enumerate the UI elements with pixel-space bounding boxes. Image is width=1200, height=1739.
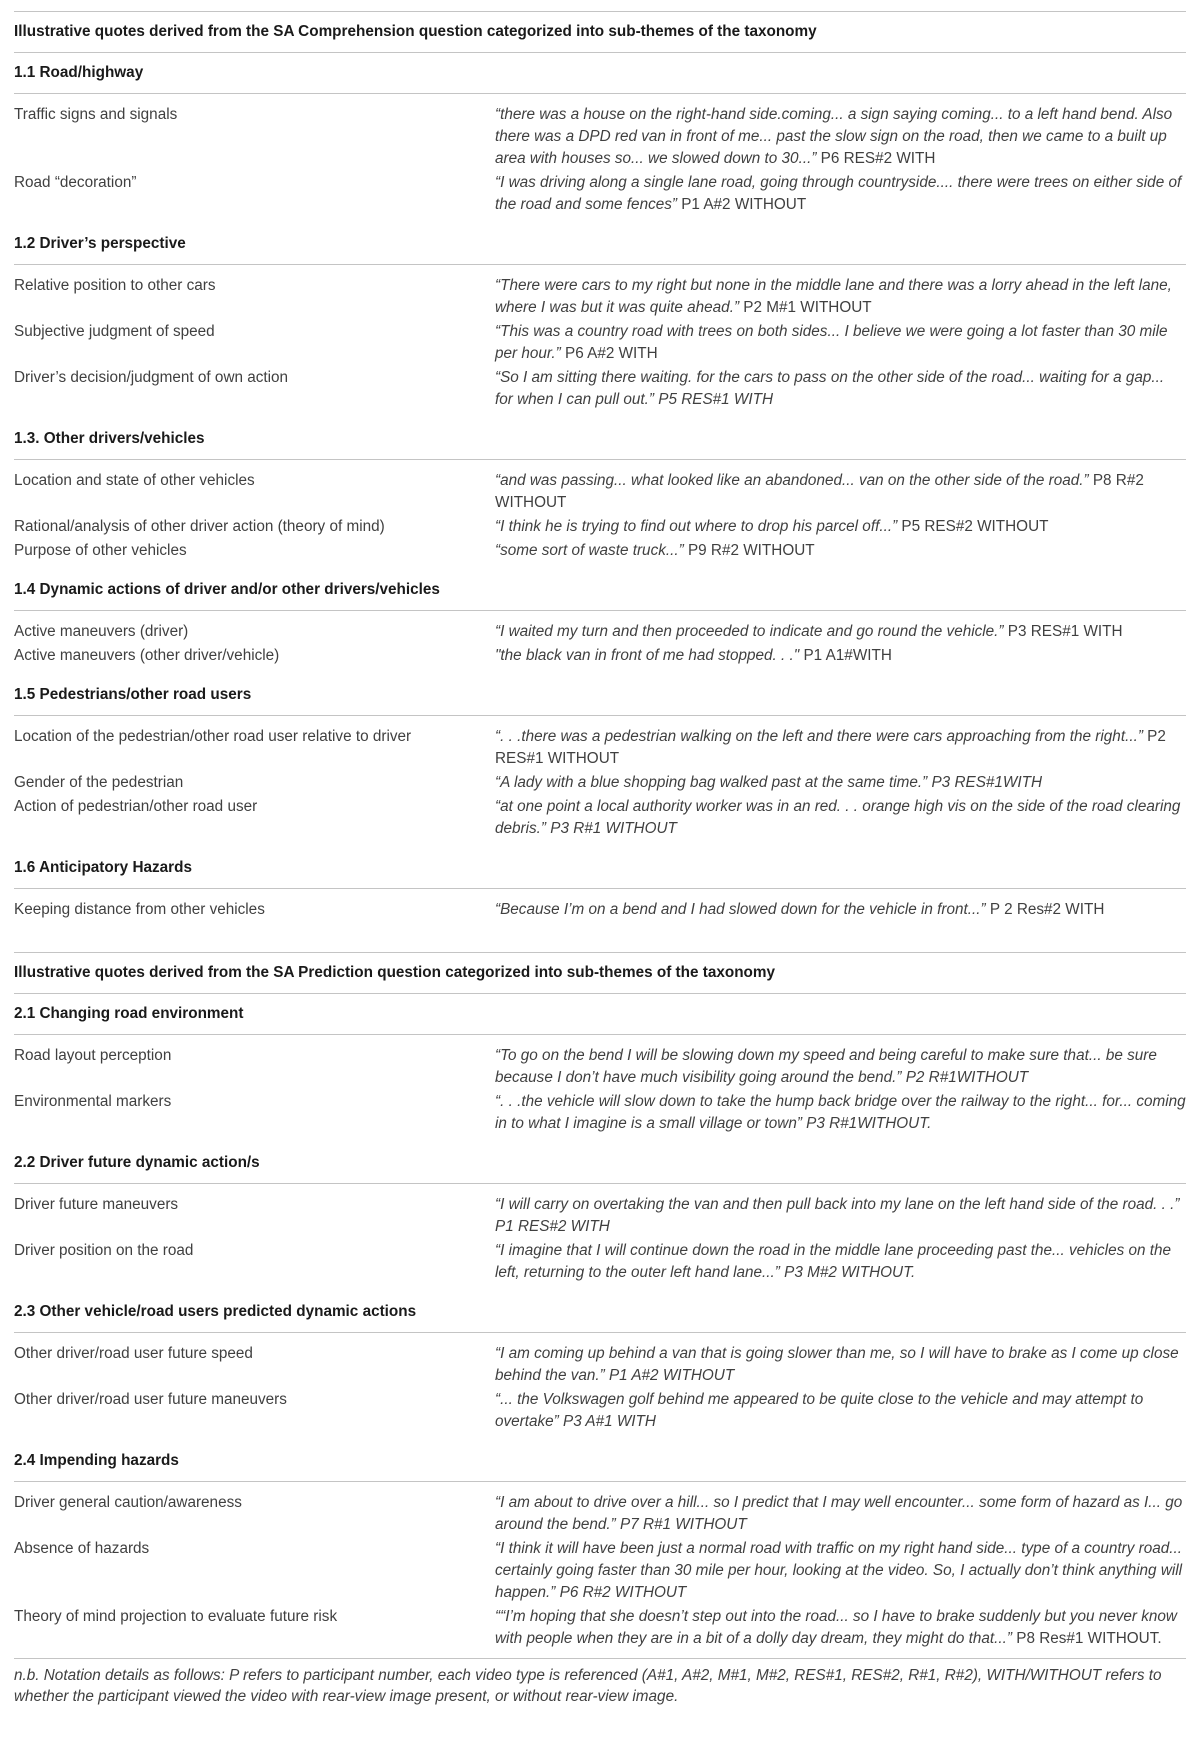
category-label: Driver future maneuvers <box>14 1196 179 1213</box>
quote-cell <box>495 514 1186 538</box>
participant-ref: P8 Res#1 WITHOUT. <box>1016 1630 1162 1647</box>
quote-cell <box>495 1536 1186 1604</box>
table-row <box>14 1238 1186 1292</box>
category-label: Theory of mind projection to evaluate future risk <box>14 1608 338 1625</box>
category-label: Keeping distance from other vehicles <box>14 901 265 918</box>
section-spacer <box>14 929 1186 953</box>
quote-cell <box>495 794 1186 848</box>
quote-text: “I will carry on overtaking the van and then pull back into my lane on the left hand side of the road. . .” P1 RES#2 WITH <box>495 1196 1180 1235</box>
subtheme-title: 1.2 Driver’s perspective <box>14 224 1186 265</box>
table-row <box>14 1089 1186 1143</box>
quote-cell <box>495 716 1186 771</box>
quote-text: “at one point a local authority worker was in an red. . . orange high vis on the side of the road clearing debris.” P3 R#1 WITHOUT <box>495 798 1181 837</box>
taxonomy-quotes-table <box>14 0 1186 1707</box>
category-label: Active maneuvers (other driver/vehicle) <box>14 647 280 664</box>
subtheme-heading-row <box>14 994 1186 1035</box>
category-label: Relative position to other cars <box>14 277 216 294</box>
participant-ref: P6 A#2 WITH <box>565 345 658 362</box>
quote-text: “there was a house on the right-hand side.coming... a sign saying coming... to a left hand bend. Also there was a DPD red van in front of me... past the slow sign on the road, then we came to a built up area with houses so... we slowed down to 30...” <box>495 106 1173 167</box>
category-label: Absence of hazards <box>14 1540 150 1557</box>
category-label: Active maneuvers (driver) <box>14 623 189 640</box>
quote-text: "the black van in front of me had stopped. . ." <box>495 647 800 664</box>
category-label: Location of the pedestrian/other road user relative to driver <box>14 728 412 745</box>
subtheme-heading-row <box>14 1441 1186 1482</box>
table-row <box>14 538 1186 570</box>
table-row <box>14 460 1186 515</box>
quote-cell <box>495 1089 1186 1143</box>
subtheme-title: 2.3 Other vehicle/road users predicted dynamic actions <box>14 1292 1186 1333</box>
quote-cell <box>495 643 1186 675</box>
quote-text: “some sort of waste truck...” <box>495 542 684 559</box>
subtheme-title: 2.1 Changing road environment <box>14 994 1186 1035</box>
quote-cell <box>495 365 1186 419</box>
quote-cell <box>495 319 1186 365</box>
quote-text: “I am about to drive over a hill... so I predict that I may well encounter... some form of hazard as I... go around the bend.” P7 R#1 WITHOUT <box>495 1494 1183 1533</box>
table-row <box>14 1536 1186 1604</box>
quotes-table <box>14 11 1186 1658</box>
table-row <box>14 265 1186 320</box>
participant-ref: P3 RES#1 WITH <box>1007 623 1123 640</box>
table-row <box>14 94 1186 171</box>
subtheme-title: 1.4 Dynamic actions of driver and/or other drivers/vehicles <box>14 570 1186 611</box>
category-label: Driver’s decision/judgment of own action <box>14 369 289 386</box>
category-label: Action of pedestrian/other road user <box>14 798 258 815</box>
participant-ref: P2 M#1 WITHOUT <box>743 299 872 316</box>
category-label: Purpose of other vehicles <box>14 542 187 559</box>
category-label: Traffic signs and signals <box>14 106 178 123</box>
quote-cell <box>495 460 1186 515</box>
quote-cell <box>495 1333 1186 1388</box>
table-row <box>14 365 1186 419</box>
category-label: Road layout perception <box>14 1047 172 1064</box>
section-heading: Illustrative quotes derived from the SA Comprehension question categorized into sub-themes of the taxonomy <box>14 12 1186 53</box>
category-label: Driver position on the road <box>14 1242 194 1259</box>
subtheme-title: 1.6 Anticipatory Hazards <box>14 848 1186 889</box>
quote-cell <box>495 770 1186 794</box>
participant-ref: P 2 Res#2 WITH <box>989 901 1105 918</box>
quote-text: “A lady with a blue shopping bag walked past at the same time.” P3 RES#1WITH <box>495 774 1042 791</box>
subtheme-title: 1.5 Pedestrians/other road users <box>14 675 1186 716</box>
table-row <box>14 170 1186 224</box>
quote-text: “This was a country road with trees on both sides... I believe we were going a lot faster than 30 mile per hour.” <box>495 323 1168 362</box>
table-row <box>14 643 1186 675</box>
footnote: n.b. Notation details as follows: P refers to participant number, each video type is referenced (A#1, A#2, M#1, M#2, RES#1, RES#2, R#1, R#2), WITH/WITHOUT refers to whether the participant viewed the video with rear-view image present, or without rear-view image. <box>14 1658 1186 1707</box>
participant-ref: P5 RES#2 WITHOUT <box>901 518 1049 535</box>
participant-ref: P2 RES#1 WITHOUT <box>495 728 1166 767</box>
table-row <box>14 1184 1186 1239</box>
subtheme-title: 1.1 Road/highway <box>14 53 1186 94</box>
section-heading: Illustrative quotes derived from the SA Prediction question categorized into sub-themes of the taxonomy <box>14 953 1186 994</box>
category-label: Driver general caution/awareness <box>14 1494 242 1511</box>
quote-text: “I think he is trying to find out where to drop his parcel off...” <box>495 518 898 535</box>
quote-text: “I think it will have been just a normal road with traffic on my right hand side... type of a country road... certainly going faster than 30 mile per hour, looking at the video. So, I actually don’t think anything will happen.” P6 R#2 WITHOUT <box>495 1540 1183 1601</box>
subtheme-heading-row <box>14 1143 1186 1184</box>
quote-text: “... the Volkswagen golf behind me appeared to be quite close to the vehicle and may attempt to overtake” P3 A#1 WITH <box>495 1391 1144 1430</box>
quote-text: “. . .the vehicle will slow down to take the hump back bridge over the railway to the right... for... coming in to what I imagine is a small village or town” P3 R#1WITHOUT. <box>495 1093 1186 1132</box>
quote-cell <box>495 1035 1186 1090</box>
quote-cell <box>495 1482 1186 1537</box>
quote-cell <box>495 1604 1186 1658</box>
quote-text: “. . .there was a pedestrian walking on the left and there were cars approaching from the right...” <box>495 728 1143 745</box>
category-label: Environmental markers <box>14 1093 172 1110</box>
quote-cell <box>495 1387 1186 1441</box>
quote-text: “I waited my turn and then proceeded to indicate and go round the vehicle.” <box>495 623 1004 640</box>
category-label: Rational/analysis of other driver action (theory of mind) <box>14 518 385 535</box>
category-label: Subjective judgment of speed <box>14 323 215 340</box>
subtheme-heading-row <box>14 848 1186 889</box>
table-row <box>14 1035 1186 1090</box>
table-row <box>14 319 1186 365</box>
category-label: Other driver/road user future maneuvers <box>14 1391 287 1408</box>
quote-cell <box>495 1184 1186 1239</box>
section-heading-row <box>14 12 1186 53</box>
table-row <box>14 889 1186 930</box>
table-row <box>14 1482 1186 1537</box>
participant-ref: P1 A#2 WITHOUT <box>681 196 807 213</box>
table-row <box>14 794 1186 848</box>
category-label: Road “decoration” <box>14 174 137 191</box>
subtheme-title: 2.4 Impending hazards <box>14 1441 1186 1482</box>
table-row <box>14 716 1186 771</box>
participant-ref: P8 R#2 WITHOUT <box>495 472 1144 511</box>
category-label: Other driver/road user future speed <box>14 1345 253 1362</box>
quote-cell <box>495 170 1186 224</box>
subtheme-title: 2.2 Driver future dynamic action/s <box>14 1143 1186 1184</box>
quote-text: “Because I’m on a bend and I had slowed down for the vehicle in front...” <box>495 901 986 918</box>
table-row <box>14 1387 1186 1441</box>
subtheme-heading-row <box>14 1292 1186 1333</box>
quote-cell <box>495 889 1186 930</box>
quote-cell <box>495 94 1186 171</box>
quote-cell <box>495 538 1186 570</box>
subtheme-heading-row <box>14 419 1186 460</box>
participant-ref: P6 RES#2 WITH <box>820 150 936 167</box>
category-label: Gender of the pedestrian <box>14 774 184 791</box>
subtheme-title: 1.3. Other drivers/vehicles <box>14 419 1186 460</box>
quote-text: “and was passing... what looked like an abandoned... van on the other side of the road.” <box>495 472 1089 489</box>
subtheme-heading-row <box>14 53 1186 94</box>
table-row <box>14 1604 1186 1658</box>
quote-text: “I imagine that I will continue down the road in the middle lane proceeding past the... vehicles on the left, returning to the outer left hand lane...” P3 M#2 WITHOUT. <box>495 1242 1172 1281</box>
subtheme-heading-row <box>14 224 1186 265</box>
section-heading-row <box>14 953 1186 994</box>
subtheme-heading-row <box>14 675 1186 716</box>
table-row <box>14 611 1186 644</box>
participant-ref: P9 R#2 WITHOUT <box>687 542 815 559</box>
quote-cell <box>495 611 1186 644</box>
quote-cell <box>495 1238 1186 1292</box>
quote-text: “I am coming up behind a van that is going slower than me, so I will have to brake as I come up close behind the van.” P1 A#2 WITHOUT <box>495 1345 1179 1384</box>
quote-text: “I was driving along a single lane road, going through countryside.... there were trees on either side of the road and some fences” <box>495 174 1182 213</box>
category-label: Location and state of other vehicles <box>14 472 255 489</box>
participant-ref: P1 A1#WITH <box>803 647 892 664</box>
quote-cell <box>495 265 1186 320</box>
quote-text: “There were cars to my right but none in the middle lane and there was a lorry ahead in the left lane, where I was but it was quite ahead.” <box>495 277 1172 316</box>
table-row <box>14 514 1186 538</box>
table-row <box>14 1333 1186 1388</box>
quote-text: “So I am sitting there waiting. for the cars to pass on the other side of the road... waiting for a gap... for when I can pull out.” P5 RES#1 WITH <box>495 369 1165 408</box>
quote-text: “To go on the bend I will be slowing down my speed and being careful to make sure that... be sure because I don’t have much visibility going around the bend.” P2 R#1WITHOUT <box>495 1047 1157 1086</box>
table-row <box>14 770 1186 794</box>
subtheme-heading-row <box>14 570 1186 611</box>
quote-text: ““I’m hoping that she doesn’t step out into the road... so I have to brake suddenly but you never know with people when they are in a bit of a dolly day dream, they might do that...” <box>495 1608 1177 1647</box>
